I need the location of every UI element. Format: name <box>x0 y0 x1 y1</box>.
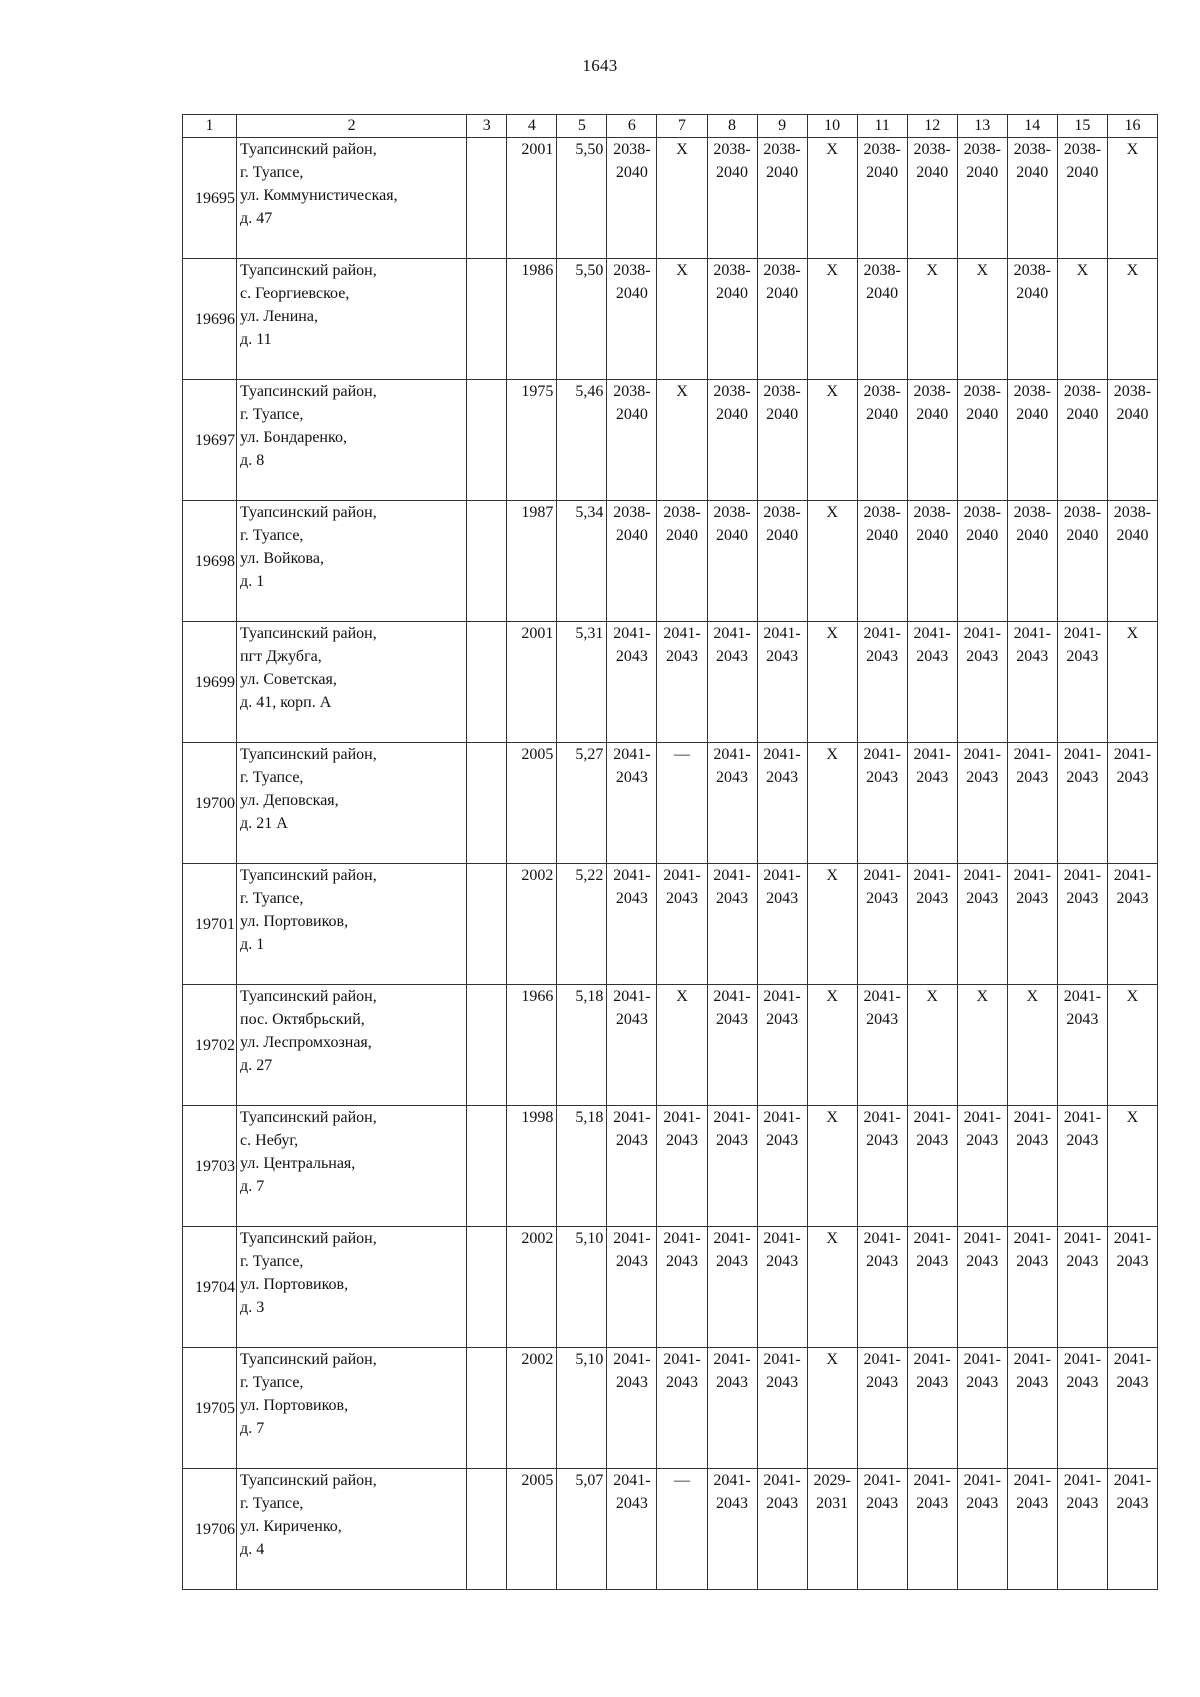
row-number-cell: 19696 <box>183 259 237 380</box>
column-14-cell: 2041- 2043 <box>1007 1469 1057 1590</box>
column-header: 5 <box>557 115 607 138</box>
column-16-cell: 2038- 2040 <box>1107 501 1157 622</box>
column-15-cell: 2041- 2043 <box>1057 1227 1107 1348</box>
column-15-cell: X <box>1057 259 1107 380</box>
column-12-cell: 2038- 2040 <box>907 501 957 622</box>
column-9-cell: 2041- 2043 <box>757 743 807 864</box>
address-cell: Туапсинский район, г. Туапсе, ул. Портовиков, д. 1 <box>237 864 467 985</box>
column-8-cell: 2041- 2043 <box>707 743 757 864</box>
column-8-cell: 2041- 2043 <box>707 1348 757 1469</box>
column-3-cell <box>467 259 507 380</box>
column-14-cell: 2041- 2043 <box>1007 1348 1057 1469</box>
column-13-cell: 2041- 2043 <box>957 1469 1007 1590</box>
row-number-cell: 19706 <box>183 1469 237 1590</box>
column-16-cell: 2041- 2043 <box>1107 1469 1157 1590</box>
column-12-cell: 2041- 2043 <box>907 1469 957 1590</box>
column-5-cell: 5,46 <box>557 380 607 501</box>
column-4-cell: 1975 <box>507 380 557 501</box>
column-8-cell: 2038- 2040 <box>707 380 757 501</box>
column-10-cell: X <box>807 743 857 864</box>
column-7-cell: X <box>657 380 707 501</box>
row-number-cell: 19695 <box>183 138 237 259</box>
column-10-cell: X <box>807 259 857 380</box>
column-6-cell: 2041- 2043 <box>607 743 657 864</box>
column-11-cell: 2038- 2040 <box>857 259 907 380</box>
column-9-cell: 2041- 2043 <box>757 1227 807 1348</box>
column-9-cell: 2041- 2043 <box>757 622 807 743</box>
column-13-cell: 2041- 2043 <box>957 864 1007 985</box>
column-13-cell: 2041- 2043 <box>957 1106 1007 1227</box>
row-number-cell: 19699 <box>183 622 237 743</box>
table-row <box>183 1106 1158 1227</box>
register-table <box>182 114 1158 1590</box>
column-16-cell: X <box>1107 259 1157 380</box>
address-cell: Туапсинский район, г. Туапсе, ул. Войкова, д. 1 <box>237 501 467 622</box>
column-9-cell: 2038- 2040 <box>757 138 807 259</box>
row-number-cell: 19702 <box>183 985 237 1106</box>
column-8-cell: 2041- 2043 <box>707 622 757 743</box>
column-4-cell: 2005 <box>507 743 557 864</box>
column-header: 8 <box>707 115 757 138</box>
column-header: 13 <box>957 115 1007 138</box>
table-row <box>183 864 1158 985</box>
column-12-cell: X <box>907 259 957 380</box>
column-header: 3 <box>467 115 507 138</box>
column-6-cell: 2041- 2043 <box>607 1348 657 1469</box>
table-row <box>183 501 1158 622</box>
column-header: 7 <box>657 115 707 138</box>
column-header: 9 <box>757 115 807 138</box>
column-6-cell: 2041- 2043 <box>607 622 657 743</box>
column-9-cell: 2041- 2043 <box>757 985 807 1106</box>
address-cell: Туапсинский район, с. Небуг, ул. Центральная, д. 7 <box>237 1106 467 1227</box>
column-3-cell <box>467 743 507 864</box>
column-14-cell: X <box>1007 985 1057 1106</box>
column-11-cell: 2041- 2043 <box>857 985 907 1106</box>
column-14-cell: 2038- 2040 <box>1007 380 1057 501</box>
column-16-cell: 2041- 2043 <box>1107 864 1157 985</box>
column-6-cell: 2038- 2040 <box>607 501 657 622</box>
column-10-cell: X <box>807 985 857 1106</box>
column-header: 15 <box>1057 115 1107 138</box>
column-16-cell: 2038- 2040 <box>1107 380 1157 501</box>
column-7-cell: 2041- 2043 <box>657 1106 707 1227</box>
column-8-cell: 2041- 2043 <box>707 1227 757 1348</box>
column-5-cell: 5,10 <box>557 1227 607 1348</box>
column-11-cell: 2041- 2043 <box>857 1348 907 1469</box>
column-13-cell: 2041- 2043 <box>957 1348 1007 1469</box>
column-7-cell: 2038- 2040 <box>657 501 707 622</box>
column-15-cell: 2038- 2040 <box>1057 501 1107 622</box>
table-row <box>183 743 1158 864</box>
column-7-cell: X <box>657 259 707 380</box>
column-8-cell: 2041- 2043 <box>707 864 757 985</box>
column-3-cell <box>467 501 507 622</box>
column-10-cell: X <box>807 1227 857 1348</box>
column-15-cell: 2041- 2043 <box>1057 1469 1107 1590</box>
column-11-cell: 2041- 2043 <box>857 1106 907 1227</box>
row-number-cell: 19703 <box>183 1106 237 1227</box>
column-12-cell: 2041- 2043 <box>907 743 957 864</box>
column-15-cell: 2041- 2043 <box>1057 1348 1107 1469</box>
column-8-cell: 2038- 2040 <box>707 259 757 380</box>
table-row <box>183 1469 1158 1590</box>
column-4-cell: 1987 <box>507 501 557 622</box>
column-6-cell: 2038- 2040 <box>607 259 657 380</box>
column-11-cell: 2041- 2043 <box>857 743 907 864</box>
column-4-cell: 1986 <box>507 259 557 380</box>
column-9-cell: 2041- 2043 <box>757 864 807 985</box>
column-12-cell: 2038- 2040 <box>907 138 957 259</box>
column-10-cell: X <box>807 1106 857 1227</box>
column-5-cell: 5,07 <box>557 1469 607 1590</box>
column-12-cell: 2041- 2043 <box>907 622 957 743</box>
column-14-cell: 2038- 2040 <box>1007 138 1057 259</box>
column-11-cell: 2038- 2040 <box>857 380 907 501</box>
column-3-cell <box>467 380 507 501</box>
column-4-cell: 2001 <box>507 622 557 743</box>
column-6-cell: 2041- 2043 <box>607 864 657 985</box>
address-cell: Туапсинский район, г. Туапсе, ул. Коммунистическая, д. 47 <box>237 138 467 259</box>
column-3-cell <box>467 1106 507 1227</box>
column-7-cell: — <box>657 1469 707 1590</box>
column-9-cell: 2041- 2043 <box>757 1106 807 1227</box>
column-6-cell: 2041- 2043 <box>607 1106 657 1227</box>
column-7-cell: X <box>657 138 707 259</box>
column-4-cell: 1998 <box>507 1106 557 1227</box>
column-12-cell: 2041- 2043 <box>907 864 957 985</box>
column-5-cell: 5,34 <box>557 501 607 622</box>
column-4-cell: 2001 <box>507 138 557 259</box>
address-cell: Туапсинский район, пос. Октябрьский, ул. Леспромхозная, д. 27 <box>237 985 467 1106</box>
column-9-cell: 2041- 2043 <box>757 1348 807 1469</box>
address-cell: Туапсинский район, пгт Джубга, ул. Советская, д. 41, корп. А <box>237 622 467 743</box>
column-3-cell <box>467 864 507 985</box>
column-3-cell <box>467 1469 507 1590</box>
column-14-cell: 2041- 2043 <box>1007 864 1057 985</box>
column-7-cell: 2041- 2043 <box>657 622 707 743</box>
column-15-cell: 2041- 2043 <box>1057 985 1107 1106</box>
column-11-cell: 2041- 2043 <box>857 1469 907 1590</box>
column-5-cell: 5,22 <box>557 864 607 985</box>
column-8-cell: 2041- 2043 <box>707 985 757 1106</box>
column-9-cell: 2038- 2040 <box>757 501 807 622</box>
column-5-cell: 5,50 <box>557 259 607 380</box>
column-9-cell: 2038- 2040 <box>757 380 807 501</box>
column-10-cell: X <box>807 501 857 622</box>
column-12-cell: 2041- 2043 <box>907 1106 957 1227</box>
column-16-cell: X <box>1107 138 1157 259</box>
column-16-cell: X <box>1107 622 1157 743</box>
table-row <box>183 622 1158 743</box>
column-12-cell: 2041- 2043 <box>907 1227 957 1348</box>
column-10-cell: X <box>807 138 857 259</box>
table-row <box>183 380 1158 501</box>
column-header: 2 <box>237 115 467 138</box>
column-header: 4 <box>507 115 557 138</box>
table-row <box>183 138 1158 259</box>
column-8-cell: 2041- 2043 <box>707 1469 757 1590</box>
column-8-cell: 2041- 2043 <box>707 1106 757 1227</box>
column-6-cell: 2041- 2043 <box>607 985 657 1106</box>
column-8-cell: 2038- 2040 <box>707 138 757 259</box>
column-11-cell: 2041- 2043 <box>857 1227 907 1348</box>
column-11-cell: 2041- 2043 <box>857 864 907 985</box>
column-6-cell: 2038- 2040 <box>607 380 657 501</box>
column-header: 14 <box>1007 115 1057 138</box>
column-13-cell: 2038- 2040 <box>957 380 1007 501</box>
column-14-cell: 2041- 2043 <box>1007 622 1057 743</box>
table-row <box>183 1227 1158 1348</box>
column-9-cell: 2038- 2040 <box>757 259 807 380</box>
column-3-cell <box>467 138 507 259</box>
page-number: 1643 <box>582 56 618 75</box>
column-4-cell: 1966 <box>507 985 557 1106</box>
column-header: 10 <box>807 115 857 138</box>
column-7-cell: X <box>657 985 707 1106</box>
column-12-cell: X <box>907 985 957 1106</box>
header-row <box>183 115 1158 138</box>
column-header: 6 <box>607 115 657 138</box>
column-15-cell: 2041- 2043 <box>1057 864 1107 985</box>
address-cell: Туапсинский район, г. Туапсе, ул. Деповская, д. 21 А <box>237 743 467 864</box>
column-14-cell: 2041- 2043 <box>1007 743 1057 864</box>
column-15-cell: 2041- 2043 <box>1057 743 1107 864</box>
column-13-cell: 2041- 2043 <box>957 743 1007 864</box>
column-11-cell: 2038- 2040 <box>857 138 907 259</box>
column-13-cell: 2038- 2040 <box>957 138 1007 259</box>
column-3-cell <box>467 985 507 1106</box>
address-cell: Туапсинский район, г. Туапсе, ул. Портовиков, д. 3 <box>237 1227 467 1348</box>
column-14-cell: 2041- 2043 <box>1007 1227 1057 1348</box>
column-16-cell: X <box>1107 1106 1157 1227</box>
column-11-cell: 2041- 2043 <box>857 622 907 743</box>
column-11-cell: 2038- 2040 <box>857 501 907 622</box>
column-12-cell: 2041- 2043 <box>907 1348 957 1469</box>
column-13-cell: X <box>957 985 1007 1106</box>
column-5-cell: 5,50 <box>557 138 607 259</box>
column-header: 1 <box>183 115 237 138</box>
column-10-cell: X <box>807 622 857 743</box>
column-16-cell: 2041- 2043 <box>1107 1348 1157 1469</box>
column-13-cell: 2041- 2043 <box>957 1227 1007 1348</box>
column-4-cell: 2005 <box>507 1469 557 1590</box>
row-number-cell: 19705 <box>183 1348 237 1469</box>
column-header: 11 <box>857 115 907 138</box>
column-14-cell: 2038- 2040 <box>1007 501 1057 622</box>
row-number-cell: 19697 <box>183 380 237 501</box>
row-number-cell: 19698 <box>183 501 237 622</box>
column-14-cell: 2041- 2043 <box>1007 1106 1057 1227</box>
column-5-cell: 5,18 <box>557 985 607 1106</box>
column-15-cell: 2038- 2040 <box>1057 138 1107 259</box>
column-4-cell: 2002 <box>507 1348 557 1469</box>
column-10-cell: X <box>807 864 857 985</box>
column-12-cell: 2038- 2040 <box>907 380 957 501</box>
column-10-cell: X <box>807 380 857 501</box>
column-5-cell: 5,31 <box>557 622 607 743</box>
column-4-cell: 2002 <box>507 864 557 985</box>
column-3-cell <box>467 1227 507 1348</box>
table-row <box>183 259 1158 380</box>
row-number-cell: 19700 <box>183 743 237 864</box>
column-6-cell: 2041- 2043 <box>607 1227 657 1348</box>
row-number-cell: 19701 <box>183 864 237 985</box>
column-15-cell: 2041- 2043 <box>1057 1106 1107 1227</box>
column-5-cell: 5,18 <box>557 1106 607 1227</box>
column-4-cell: 2002 <box>507 1227 557 1348</box>
column-6-cell: 2041- 2043 <box>607 1469 657 1590</box>
row-number-cell: 19704 <box>183 1227 237 1348</box>
column-13-cell: 2041- 2043 <box>957 622 1007 743</box>
column-14-cell: 2038- 2040 <box>1007 259 1057 380</box>
column-header: 16 <box>1107 115 1157 138</box>
column-5-cell: 5,10 <box>557 1348 607 1469</box>
address-cell: Туапсинский район, с. Георгиевское, ул. Ленина, д. 11 <box>237 259 467 380</box>
column-13-cell: X <box>957 259 1007 380</box>
address-cell: Туапсинский район, г. Туапсе, ул. Кириченко, д. 4 <box>237 1469 467 1590</box>
column-7-cell: — <box>657 743 707 864</box>
column-7-cell: 2041- 2043 <box>657 1227 707 1348</box>
column-16-cell: 2041- 2043 <box>1107 743 1157 864</box>
address-cell: Туапсинский район, г. Туапсе, ул. Портовиков, д. 7 <box>237 1348 467 1469</box>
column-15-cell: 2038- 2040 <box>1057 380 1107 501</box>
column-9-cell: 2041- 2043 <box>757 1469 807 1590</box>
column-16-cell: 2041- 2043 <box>1107 1227 1157 1348</box>
column-15-cell: 2041- 2043 <box>1057 622 1107 743</box>
column-10-cell: 2029- 2031 <box>807 1469 857 1590</box>
column-8-cell: 2038- 2040 <box>707 501 757 622</box>
column-16-cell: X <box>1107 985 1157 1106</box>
address-cell: Туапсинский район, г. Туапсе, ул. Бондаренко, д. 8 <box>237 380 467 501</box>
column-header: 12 <box>907 115 957 138</box>
table-row <box>183 1348 1158 1469</box>
column-6-cell: 2038- 2040 <box>607 138 657 259</box>
column-3-cell <box>467 1348 507 1469</box>
column-13-cell: 2038- 2040 <box>957 501 1007 622</box>
column-7-cell: 2041- 2043 <box>657 864 707 985</box>
column-5-cell: 5,27 <box>557 743 607 864</box>
column-10-cell: X <box>807 1348 857 1469</box>
column-7-cell: 2041- 2043 <box>657 1348 707 1469</box>
column-3-cell <box>467 622 507 743</box>
table-row <box>183 985 1158 1106</box>
